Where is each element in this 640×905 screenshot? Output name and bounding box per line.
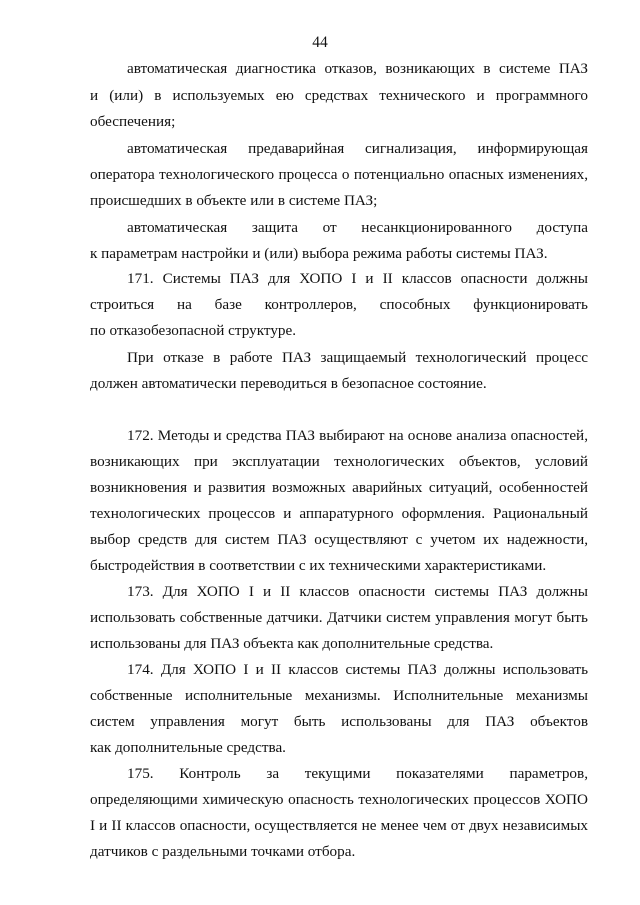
text-line: и (или) в используемых ею средствах технического и программного (90, 87, 588, 104)
text-line: оператора технологического процесса о потенциально опасных изменениях, (90, 166, 588, 183)
text-line: При отказе в работе ПАЗ защищаемый технологический процесс (127, 349, 588, 366)
text-line: датчиков с раздельными точками отбора. (90, 843, 356, 860)
text-line: автоматическая защита от несанкционированного доступа (127, 219, 588, 236)
text-line: 172. Методы и средства ПАЗ выбирают на основе анализа опасностей, (127, 427, 588, 444)
text-line: выбор средств для систем ПАЗ осуществляют с учетом их надежности, (90, 531, 588, 548)
text-line: к параметрам настройки и (или) выбора режима работы системы ПАЗ. (90, 245, 548, 262)
text-line: 173. Для ХОПО I и II классов опасности системы ПАЗ должны (127, 583, 588, 600)
text-line: использованы для ПАЗ объекта как дополнительные средства. (90, 635, 494, 652)
text-line: возникающих при эксплуатации технологических объектов, условий (90, 453, 588, 470)
text-line: автоматическая диагностика отказов, возникающих в системе ПАЗ (127, 60, 588, 77)
text-line: собственные исполнительные механизмы. Исполнительные механизмы (90, 687, 588, 704)
text-line: как дополнительные средства. (90, 739, 286, 756)
text-line: по отказобезопасной структуре. (90, 322, 297, 339)
text-line: 175. Контроль за текущими показателями параметров, (127, 765, 588, 782)
text-line: I и II классов опасности, осуществляется не менее чем от двух независимых (90, 817, 588, 834)
text-line: 174. Для ХОПО I и II классов системы ПАЗ должны использовать (127, 661, 588, 678)
text-line: 171. Системы ПАЗ для ХОПО I и II классов опасности должны (127, 270, 588, 287)
text-line: автоматическая предаварийная сигнализация, информирующая (127, 140, 588, 157)
page-number: 44 (312, 34, 328, 51)
text-line: технологических процессов и аппаратурного оформления. Рациональный (90, 505, 588, 522)
text-line: быстродействия в соответствии с их техническими характеристиками. (90, 557, 547, 574)
text-line: происшедших в объекте или в системе ПАЗ; (90, 192, 378, 209)
text-line: использовать собственные датчики. Датчики систем управления могут быть (90, 609, 588, 626)
text-line: определяющими химическую опасность технологических процессов ХОПО (90, 791, 588, 808)
text-line: строиться на базе контроллеров, способных функционировать (90, 296, 588, 313)
text-line: систем управления могут быть использованы для ПАЗ объектов (90, 713, 588, 730)
text-line: должен автоматически переводиться в безопасное состояние. (90, 375, 487, 392)
text-line: обеспечения; (90, 113, 176, 130)
text-line: возникновения и развития возможных аварийных ситуаций, особенностей (90, 479, 588, 496)
